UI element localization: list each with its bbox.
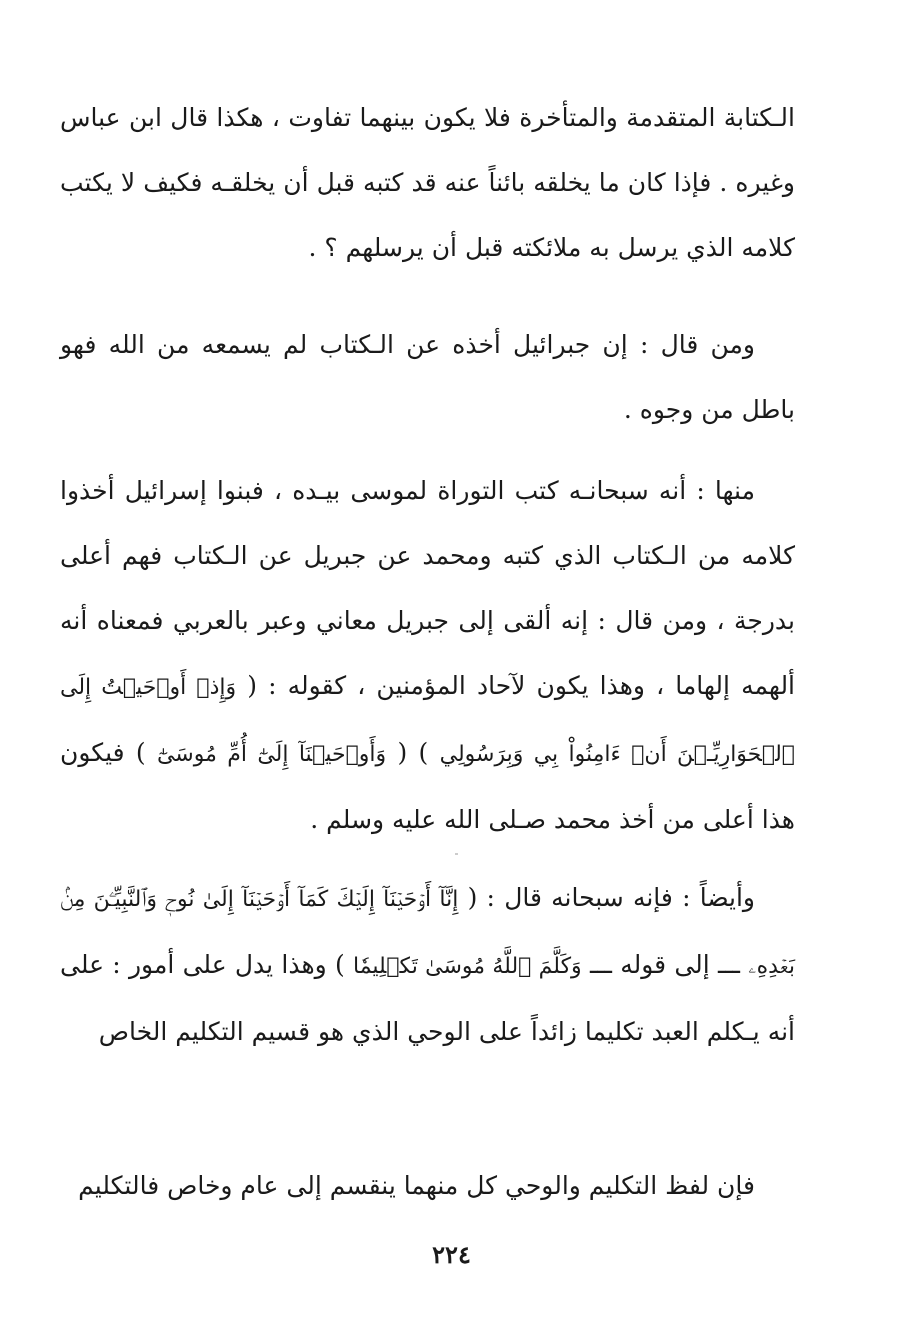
paragraph-4-text-b: ـــ إلى قوله ـــ: [589, 950, 740, 979]
divider-mark: [455, 853, 458, 855]
quran-quote-4: وَكَلَّمَ ٱللَّهُ مُوسَىٰ تَكۡلِيمٗا: [353, 954, 582, 979]
paragraph-5: فإن لفظ التكليم والوحي كل منهما ينقسم إلى عام وخاص فالتكليم: [78, 1171, 755, 1200]
quran-quote-1: وَإِذۡ أَوۡحَيۡتُ إِلَى ٱلۡحَوَارِيِّـۧنَ أَنۡ ءَامِنُواْ بِي وَبِرَسُولِي: [60, 675, 795, 767]
paragraph-3-text-a: منها : أنه سبحانـه كتب التوراة لموسى بيـده ، فبنوا إسرائيل أخذوا كلامه من الـكتاب الذي كتبه ومحمد عن جبريل عن الـكتاب فهم أعلى بدرجة ، ومن قال : إنه ألقى إلى جبريل معاني وعبر بالعربي فمعناه أنه ألهمه إلهاما ، وهذا يكون لآحاد المؤمنين ، كقوله : (: [60, 476, 796, 700]
page-number: ٢٢٤: [432, 1240, 471, 1269]
paragraph-2: ومن قال : إن جبرائيل أخذه عن الـكتاب لم يسمعه من الله فهو باطل من وجوه .: [60, 330, 795, 424]
paragraph-4-text-a: وأيضاً : فإنه سبحانه قال : (: [467, 883, 755, 912]
paragraph-3-text-c: ) فيكون هذا أعلى من أخذ محمد صـلى الله عليه وسلم .: [60, 738, 795, 834]
paragraph-4: [60, 865, 795, 1064]
paragraph-1: الـكتابة المتقدمة والمتأخرة فلا يكون بينهما تفاوت ، هكذا قال ابن عباس وغيره . فإذا كان ما يخلقه بائناً عنه قد كتبه قبل أن يخلقـه فكيف لا يكتب كلامه الذي يرسل به ملائكته قبل أن يرسلهم ؟ .: [60, 103, 795, 262]
quran-quote-3: إِنَّآ أَوۡحَيۡنَآ إِلَيۡكَ كَمَآ أَوۡحَيۡنَآ إِلَىٰ نُوحٖ وَٱلنَّبِيِّـۧنَ مِنۢ بَعۡدِهِۦ: [60, 887, 795, 979]
quran-quote-2: وَأَوۡحَيۡنَآ إِلَىٰٓ أُمِّ مُوسَىٰٓ: [156, 742, 387, 767]
paragraph-4-text-c: ) وهذا يدل على أمور : على أنه يـكلم العبد تكليما زائداً على الوحي الذي هو قسيم التكليم الخاص: [60, 950, 795, 1046]
paragraph-3-text-b: ) (: [397, 738, 429, 767]
paragraph-3: [60, 458, 795, 852]
